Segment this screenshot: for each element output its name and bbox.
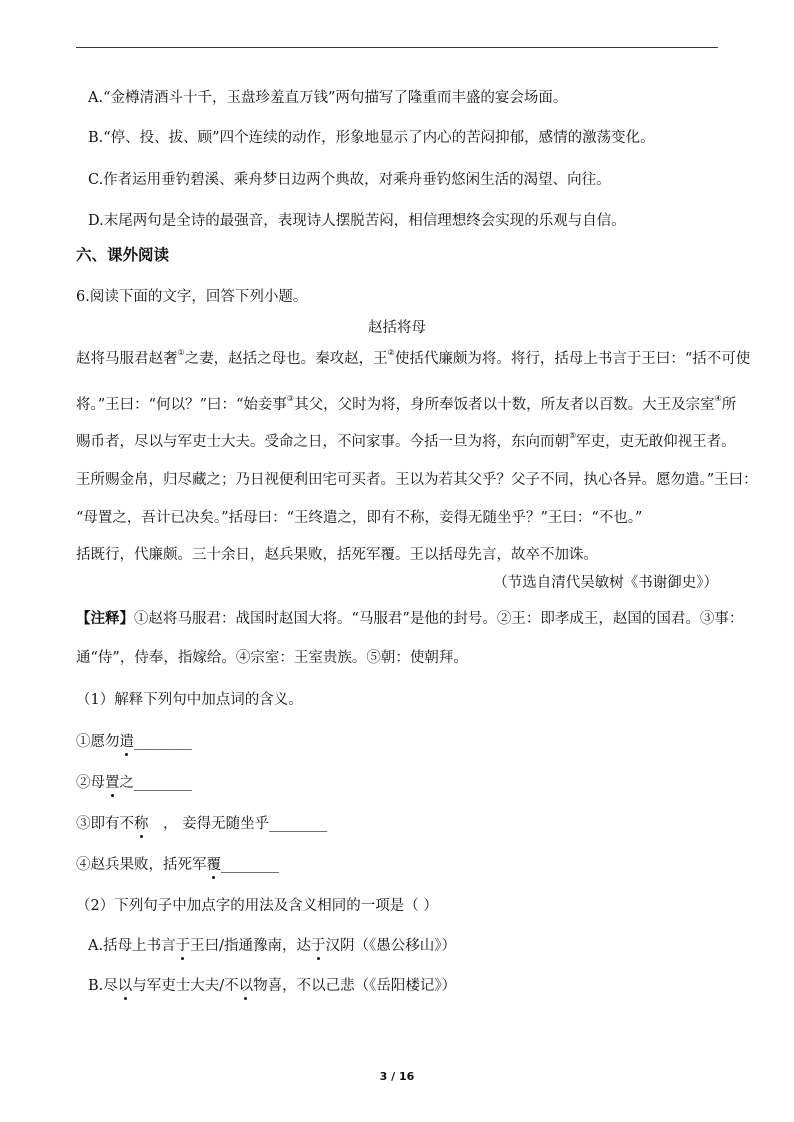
q1-item-1: ①愿勿遣________: [76, 734, 192, 750]
passage-line-3: 赐币者，尽以与军吏士大夫。受命之日，不问家事。今括一旦为将，东向而朝⑤军吏，吏无敢仰视王者。: [76, 431, 736, 450]
option-c-prev: C.作者运用垂钓碧溪、乘舟梦日边两个典故，对乘舟垂钓悠闲生活的渴望、向往。: [88, 172, 611, 188]
option-a-prev: A.“金樽清酒斗十千，玉盘珍羞直万钱”两句描写了隆重而丰盛的宴会场面。: [88, 90, 568, 106]
notes-line-1: 【注释】①赵将马服君：战国时赵国大将。“马服君”是他的封号。②王：即孝成王，赵国的国君。③事：: [76, 610, 744, 627]
q1-item-3: ③即有不称 ， 妾得无随坐乎________: [76, 816, 328, 832]
passage-line-5: “母置之，吾计已决矣。”括母曰：“王终遣之，即有不称，妾得无随坐乎？”王曰：“不也。”: [76, 510, 643, 526]
answer-blank[interactable]: ________: [134, 775, 192, 791]
section-heading: 六、课外阅读: [76, 246, 170, 264]
q1-item-4: ④赵兵果败，括死军覆________: [76, 857, 279, 873]
passage-line-4: 王所赐金帛，归尽藏之；乃日视便利田宅可买者。王以为若其父乎？父子不同，执心各异。愿勿遣。”王曰：: [76, 472, 758, 488]
question-6: 6.阅读下面的文字，回答下列小题。: [76, 289, 308, 305]
passage-title: 赵括将母: [368, 320, 426, 336]
q2-option-b[interactable]: B.尽以与军吏士大夫/不以物喜，不以己悲（《岳阳楼记》）: [88, 978, 457, 994]
option-d-prev: D.末尾两句是全诗的最强音，表现诗人摆脱苦闷，相信理想终会实现的乐观与自信。: [88, 213, 626, 229]
option-b-prev: B.“停、投、拔、顾”四个连续的动作，形象地显示了内心的苦闷抑郁，感情的激荡变化。: [88, 130, 655, 146]
answer-blank[interactable]: ________: [134, 734, 192, 750]
q2-option-a[interactable]: A.括母上书言于王曰/指通豫南，达于汉阴（《愚公移山》）: [88, 938, 456, 954]
answer-blank[interactable]: ________: [221, 857, 279, 873]
header-rule: [76, 47, 718, 48]
q2-prompt: （2）下列句子中加点字的用法及含义相同的一项是（ ）: [76, 898, 438, 914]
q1-item-2: ②母置之________: [76, 775, 192, 791]
passage-source: （节选自清代吴敏树《书谢御史》）: [493, 575, 718, 591]
notes-label: 【注释】: [76, 610, 134, 627]
q1-prompt: （1）解释下列句中加点词的含义。: [76, 692, 303, 708]
notes-line-2: 通“侍”，侍奉，指嫁给。④宗室：王室贵族。⑤朝：使朝拜。: [76, 650, 468, 666]
passage-line-6: 括既行，代廉颇。三十余日，赵兵果败，括死军覆。王以括母先言，故卒不加诛。: [76, 547, 598, 563]
passage-line-1: 赵将马服君赵奢①之妻，赵括之母也。秦攻赵，王②使括代廉颇为将。将行，括母上书言于王曰：“括不可使: [76, 348, 751, 367]
answer-blank[interactable]: ________: [269, 816, 328, 832]
page-number: 3 / 16: [379, 1070, 415, 1083]
passage-line-2: 将。”王曰：“何以？”曰：“始妾事③其父，父时为将，身所奉饭者以十数，所友者以百数。大王及宗室④所: [76, 394, 737, 413]
